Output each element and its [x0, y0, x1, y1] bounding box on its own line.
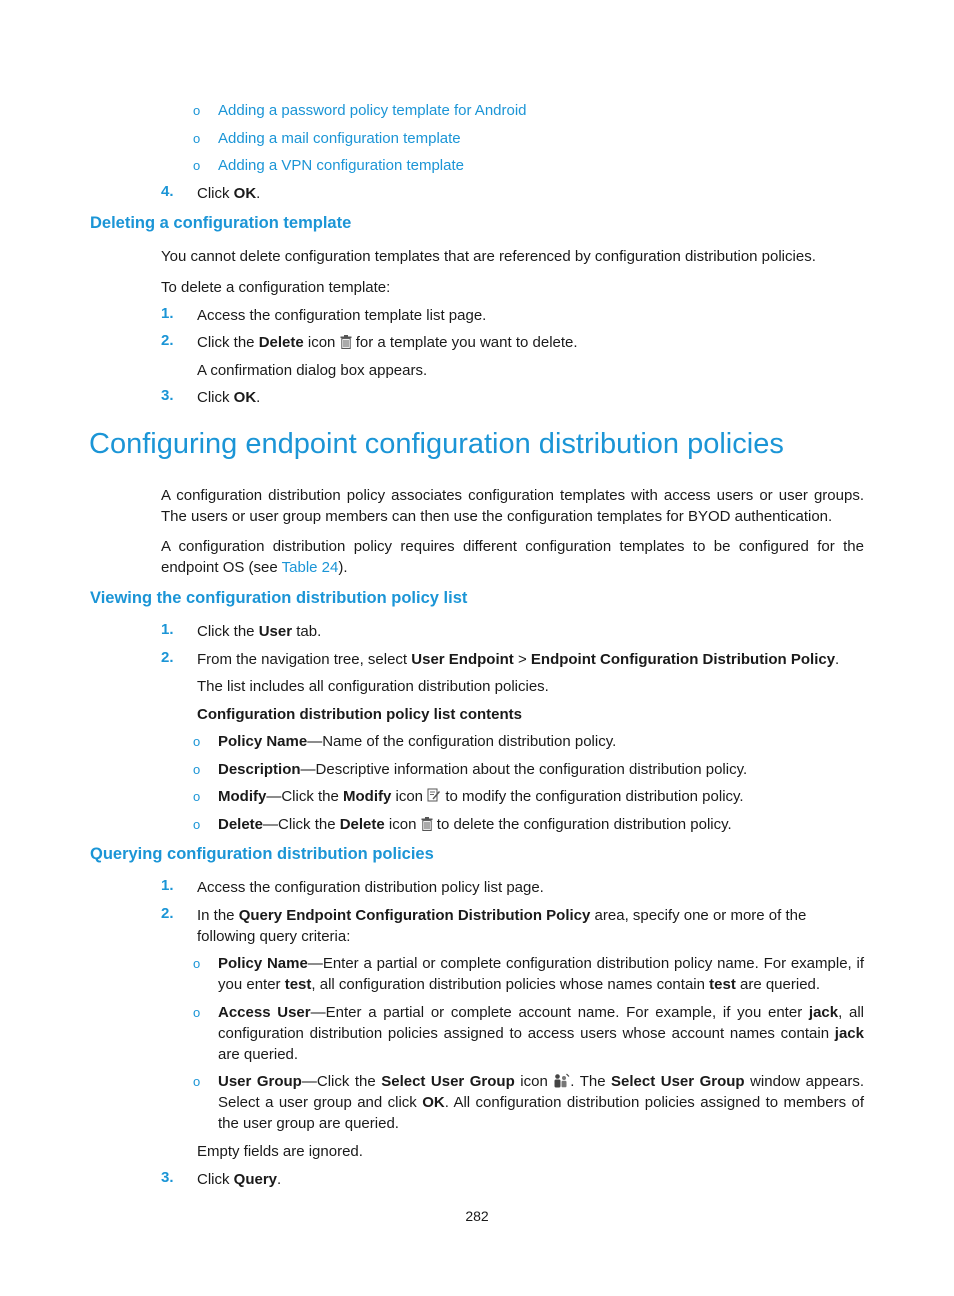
step-text: Access the configuration template list page. — [197, 307, 487, 324]
step-number: 2. — [161, 649, 174, 666]
step-text: Click the Delete icon for a template you want to delete. — [197, 334, 578, 351]
bullet: o — [193, 789, 201, 804]
bullet: o — [193, 956, 201, 971]
step-text: In the Query Endpoint Configuration Distribution Policy area, specify one or more of the following query criteria: — [197, 907, 807, 945]
paragraph: To delete a configuration template: — [161, 279, 391, 296]
step-text: Click Query. — [197, 1171, 282, 1188]
step-number: 2. — [161, 332, 174, 349]
list-item: Policy Name—Enter a partial or complete configuration distribution policy name. For example, if you enter test, all configuration distribution policies whose names contain test are queried. — [218, 955, 864, 993]
page-title: Configuring endpoint configuration distribution policies — [89, 428, 784, 460]
step-number: 1. — [161, 877, 174, 894]
link-vpn-configuration[interactable]: Adding a VPN configuration template — [218, 157, 464, 174]
step-number: 1. — [161, 305, 174, 322]
delete-icon — [340, 335, 352, 349]
list-item: Policy Name—Name of the configuration distribution policy. — [218, 733, 617, 750]
paragraph: A configuration distribution policy associates configuration templates with access users or user groups. The users or user group members can then use the configuration templates for BYOD authentication. — [161, 487, 864, 525]
modify-icon — [427, 788, 441, 803]
step-text: From the navigation tree, select User Endpoint > Endpoint Configuration Distribution Policy. — [197, 651, 840, 668]
bullet: o — [193, 817, 201, 832]
bullet: o — [193, 131, 201, 146]
bullet: o — [193, 103, 201, 118]
bullet: o — [193, 734, 201, 749]
select-user-group-icon — [553, 1073, 570, 1088]
step-note: A confirmation dialog box appears. — [197, 362, 428, 379]
step-number: 3. — [161, 1169, 174, 1186]
list-item: Access User—Enter a partial or complete account name. For example, if you enter jack, all configuration distribution policies assigned to access users whose account names contain jack are queried. — [218, 1004, 864, 1063]
step-text: Access the configuration distribution policy list page. — [197, 879, 544, 896]
list-item: Modify—Click the Modify icon to modify the configuration distribution policy. — [218, 788, 744, 805]
section-heading-query: Querying configuration distribution policies — [90, 845, 434, 863]
bullet: o — [193, 762, 201, 777]
table-24-link[interactable]: Table 24 — [281, 559, 339, 576]
paragraph: A configuration distribution policy requires different configuration templates to be configured for the endpoint OS (see Table 24). — [161, 538, 864, 576]
step-number: 1. — [161, 621, 174, 638]
section-heading-view: Viewing the configuration distribution policy list — [90, 589, 468, 607]
link-mail-configuration[interactable]: Adding a mail configuration template — [218, 130, 461, 147]
step-number: 4. — [161, 183, 174, 200]
paragraph: You cannot delete configuration templates that are referenced by configuration distribution policies. — [161, 248, 816, 265]
delete-icon — [421, 817, 433, 831]
step-number: 2. — [161, 905, 174, 922]
step-note: The list includes all configuration distribution policies. — [197, 678, 549, 695]
section-heading-delete: Deleting a configuration template — [90, 214, 352, 232]
step-note: Empty fields are ignored. — [197, 1143, 363, 1160]
step-text: Click the User tab. — [197, 623, 322, 640]
step-number: 3. — [161, 387, 174, 404]
list-item: Description—Descriptive information about the configuration distribution policy. — [218, 761, 748, 778]
list-item: Delete—Click the Delete icon to delete the configuration distribution policy. — [218, 816, 732, 833]
page-number: 282 — [465, 1208, 489, 1224]
step-text: Click OK. — [197, 389, 261, 406]
bullet: o — [193, 158, 201, 173]
bullet: o — [193, 1005, 201, 1020]
step-text: Click OK. — [197, 185, 261, 202]
link-password-policy-android[interactable]: Adding a password policy template for Android — [218, 102, 527, 119]
list-contents-title: Configuration distribution policy list contents — [197, 706, 522, 723]
list-item: User Group—Click the Select User Group icon . The Select User Group window appears. Select a user group and click OK. All configuration distribution policies assigned to members of the user group are queried. — [218, 1073, 864, 1132]
bullet: o — [193, 1074, 201, 1089]
